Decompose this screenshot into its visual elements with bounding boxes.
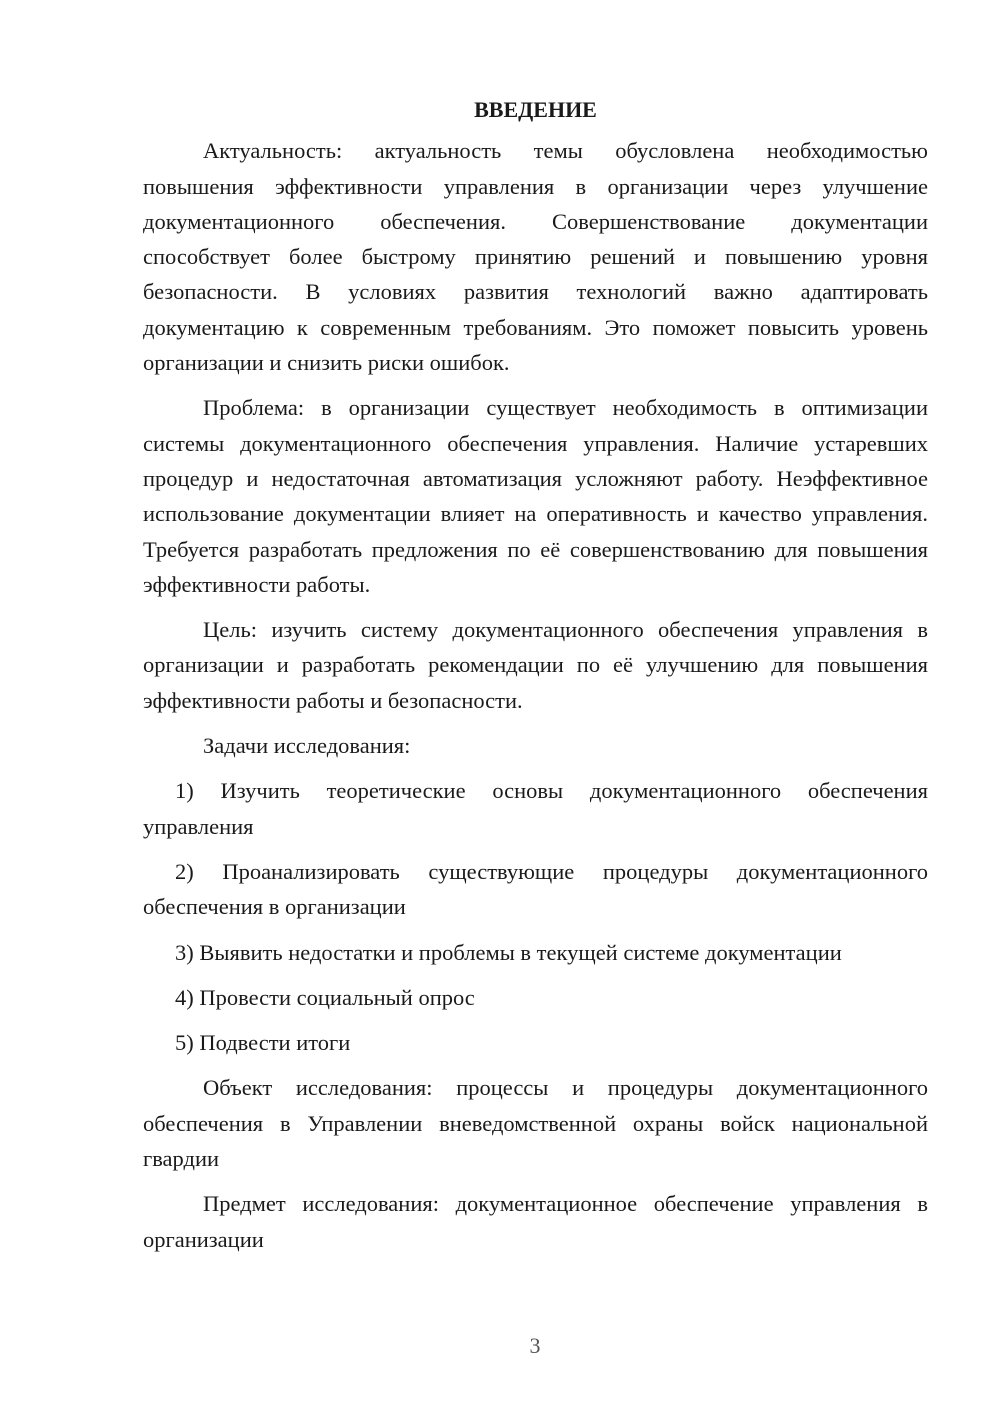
object-paragraph: Объект исследования: процессы и процедуры документационного обеспечения в Управлении вневедомственной охраны войск национальной гвардии <box>143 1075 928 1172</box>
task-item-1: 1) Изучить теоретические основы документационного обеспечения управления <box>143 778 928 839</box>
page-number: 3 <box>529 1333 541 1358</box>
page-content <box>143 92 928 1267</box>
subject-paragraph: Предмет исследования: документационное обеспечение управления в организации <box>143 1191 928 1252</box>
task-item-3: 3) Выявить недостатки и проблемы в текущей системе документации <box>175 939 842 965</box>
problem-paragraph: Проблема: в организации существует необходимость в оптимизации системы документационного обеспечения управления. Наличие устаревших процедур и недостаточная автоматизация усложняют работу. Неэффективное использование документации влияет на оперативность и качество управления. Требуется разработать предложения по её совершенствованию для повышения эффективности работы. <box>143 395 928 597</box>
task-item-2: 2) Проанализировать существующие процедуры документационного обеспечения в организации <box>143 858 928 920</box>
relevance-paragraph: Актуальность: актуальность темы обусловлена необходимостью повышения эффективности управления в организации через улучшение документационного обеспечения. Совершенствование документации способствует более быстрому принятию решений и повышению уровня безопасности. В условиях развития технологий важно адаптировать документацию к современным требованиям. Это поможет повысить уровень организации и снизить риски ошибок. <box>143 138 928 376</box>
section-title: ВВЕДЕНИЕ <box>474 97 597 122</box>
tasks-heading: Задачи исследования: <box>203 733 411 759</box>
task-item-4: 4) Провести социальный опрос <box>175 984 475 1010</box>
goal-paragraph: Цель: изучить систему документационного обеспечения управления в организации и разработать рекомендации по её улучшению для повышения эффективности работы и безопасности. <box>143 617 928 713</box>
task-item-5: 5) Подвести итоги <box>175 1030 351 1056</box>
